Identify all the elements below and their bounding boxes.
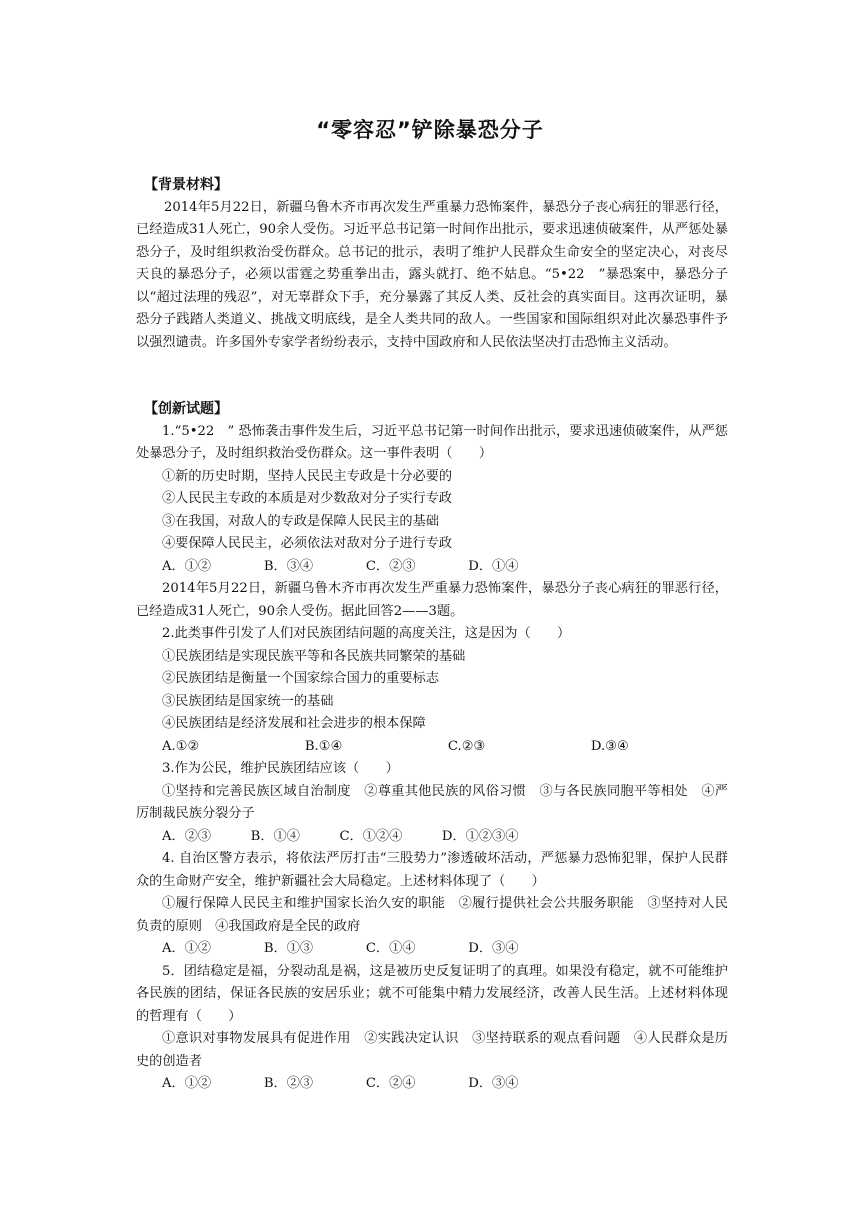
question-2-3-intro: 2014年5月22日，新疆乌鲁木齐市再次发生严重暴力恐怖案件，暴恐分子丧心病狂的罪恶行径，已经造成31人死亡，90余人受伤。据此回答2——3题。 <box>136 581 728 619</box>
question-4-options: A．①② B．①③ C．①④ D．③④ <box>162 941 519 956</box>
question-2-item: ④民族团结是经济发展和社会进步的根本保障 <box>162 716 426 731</box>
question-1-item: ③在我国，对敌人的专政是保障人民民主的基础 <box>162 513 439 529</box>
background-text: 2014年5月22日，新疆乌鲁木齐市再次发生严重暴力恐怖案件，暴恐分子丧心病狂的罪恶行径，已经造成31人死亡，90余人受伤。习近平总书记第一时间作出批示，要求迅速侦破案件，从严惩处暴恐分子，及时组织救治受伤群众。总书记的批示，表明了维护人民群众生命安全的坚定决心，对丧尽天良的暴恐分子，必须以雷霆之势重拳出击，露头就打、绝不姑息。“5•22 ”暴恐案中，暴恐分子以“超过法理的残忍”，对无辜群众下手，充分暴露了其反人类、反社会的真实面目。这再次证明，暴恐分子践踏人类道义、挑战文明底线，是全人类共同的敌人。一些国家和国际组织对此次暴恐事件予以强烈谴责。许多国外专家学者纷纷表示，支持中国政府和人民依法坚决打击恐怖主义活动。 <box>136 199 728 350</box>
question-3-options: A．②③ B．①④ C．①②④ D．①②③④ <box>162 828 519 844</box>
question-1-stem: 1.“5•22 ” 恐怖袭击事件发生后，习近平总书记第一时间作出批示，要求迅速侦破案件，从严惩处暴恐分子，及时组织救治受伤群众。这一事件表明（ ） <box>136 423 728 461</box>
question-4-body: ①履行保障人民民主和维护国家长治久安的职能 ②履行提供社会公共服务职能 ③坚持对人民负责的原则 ④我国政府是全民的政府 <box>136 896 728 934</box>
question-1-item: ①新的历史时期，坚持人民民主专政是十分必要的 <box>162 468 453 484</box>
question-5-body: ①意识对事物发展具有促进作用 ②实践决定认识 ③坚持联系的观点看问题 ④人民群众是历史的创造者 <box>136 1031 728 1069</box>
question-3-stem: 3.作为公民，维护民族团结应该（ ） <box>162 761 399 776</box>
background-heading: 【背景材料】 <box>144 177 228 193</box>
question-2-item: ③民族团结是国家统一的基础 <box>162 693 334 709</box>
question-1-item: ④要保障人民民主，必须依法对敌对分子进行专政 <box>162 536 453 551</box>
question-2-stem: 2.此类事件引发了人们对民族团结问题的高度关注，这是因为（ ） <box>162 626 571 641</box>
question-1-options: A．①② B．③④ C．②③ D．①④ <box>162 558 519 574</box>
question-5-options: A．①② B．②③ C．②④ D．③④ <box>162 1076 519 1091</box>
questions-section <box>136 398 728 1096</box>
question-4-stem: 4. 自治区警方表示，将依法严厉打击“三股势力”渗透破坏活动，严惩暴力恐怖犯罪，保护人民群众的生命财产安全，维护新疆社会大局稳定。上述材料体现了（ ） <box>136 851 728 889</box>
questions-heading: 【创新试题】 <box>144 401 228 417</box>
document-title: “零容忍”铲除暴恐分子 <box>316 118 544 142</box>
question-1-item: ②人民民主专政的本质是对少数敌对分子实行专政 <box>162 491 453 506</box>
background-section <box>136 174 728 354</box>
question-2-item: ②民族团结是衡量一个国家综合国力的重要标志 <box>162 671 439 686</box>
question-5-stem: 5．团结稳定是福，分裂动乱是祸，这是被历史反复证明了的真理。如果没有稳定，就不可能维护各民族的团结，保证各民族的安居乐业；就不可能集中精力发展经济，改善人民生活。上述材料体现的哲理有（ ） <box>136 963 728 1024</box>
question-3-body: ①坚持和完善民族区域自治制度 ②尊重其他民族的风俗习惯 ③与各民族同胞平等相处 ④严厉制裁民族分裂分子 <box>136 783 728 821</box>
question-2-options: A.①② B.①④ C.②③ D.③④ <box>162 738 629 754</box>
question-2-item: ①民族团结是实现民族平等和各民族共同繁荣的基础 <box>162 648 466 664</box>
